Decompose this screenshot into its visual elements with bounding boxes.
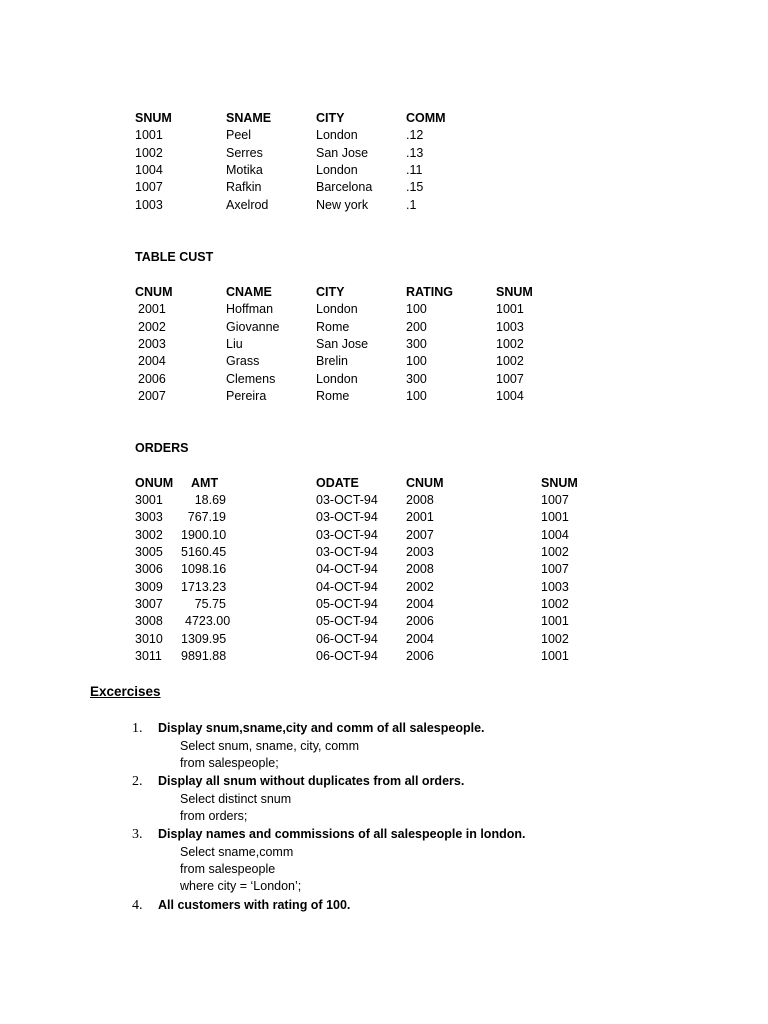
table-row bbox=[0, 179, 768, 196]
table-cell: 1003 bbox=[496, 320, 524, 334]
table-cell: 03-OCT-94 bbox=[316, 510, 378, 524]
table-cell: 2006 bbox=[406, 614, 434, 628]
table-cell: 3006 bbox=[135, 562, 163, 576]
table-cell: 2007 bbox=[406, 528, 434, 542]
table-cell: 3002 bbox=[135, 528, 163, 542]
exercise-number: 4. bbox=[132, 898, 143, 913]
table-cell: 9891.88 bbox=[181, 649, 227, 663]
table-cell: 100 bbox=[406, 302, 427, 316]
table-cell: 1002 bbox=[135, 146, 163, 160]
table-row bbox=[0, 301, 768, 318]
table-cell: 1004 bbox=[135, 163, 163, 177]
table-row bbox=[0, 127, 768, 144]
table-cell: 1001 bbox=[541, 510, 569, 524]
column-header: SNUM bbox=[496, 285, 533, 299]
orders-table-title: ORDERS bbox=[135, 441, 189, 455]
exercise-number: 3. bbox=[132, 827, 143, 842]
table-row bbox=[0, 509, 768, 526]
table-row bbox=[0, 648, 768, 665]
column-header: CITY bbox=[316, 111, 345, 125]
table-cell: 2004 bbox=[138, 354, 166, 368]
column-header: CNAME bbox=[226, 285, 272, 299]
table-cell: 2001 bbox=[138, 302, 166, 316]
table-cell: San Jose bbox=[316, 146, 369, 160]
table-cell: 2004 bbox=[406, 597, 434, 611]
table-cell: 1002 bbox=[496, 354, 524, 368]
table-cell: 03-OCT-94 bbox=[316, 545, 378, 559]
sql-line: from salespeople; bbox=[180, 756, 279, 770]
table-cell: 2003 bbox=[138, 337, 166, 351]
table-cell: 18.69 bbox=[194, 493, 226, 507]
table-cell: 5160.45 bbox=[181, 545, 227, 559]
table-cell: 3009 bbox=[135, 580, 163, 594]
table-cell: 1001 bbox=[496, 302, 524, 316]
table-row bbox=[0, 596, 768, 613]
table-cell: Rafkin bbox=[226, 180, 262, 194]
table-cell: Grass bbox=[226, 354, 260, 368]
orders-header-row bbox=[0, 475, 768, 492]
table-cell: 1003 bbox=[541, 580, 569, 594]
table-cell: 1007 bbox=[135, 180, 163, 194]
table-cell: 3011 bbox=[135, 649, 162, 663]
table-cell: 1002 bbox=[496, 337, 524, 351]
exercise-item bbox=[132, 826, 732, 894]
table-cell: .12 bbox=[406, 128, 424, 142]
table-cell: 03-OCT-94 bbox=[316, 528, 378, 542]
table-cell: 1007 bbox=[541, 562, 569, 576]
cust-header-row bbox=[0, 284, 768, 301]
table-row bbox=[0, 527, 768, 544]
exercise-title: All customers with rating of 100. bbox=[158, 898, 351, 912]
sql-line: Select distinct snum bbox=[180, 792, 292, 806]
column-header: RATING bbox=[406, 285, 453, 299]
table-cell: 1309.95 bbox=[181, 632, 227, 646]
table-cell: Liu bbox=[226, 337, 243, 351]
table-cell: London bbox=[316, 128, 358, 142]
table-cell: New york bbox=[316, 198, 369, 212]
table-cell: Brelin bbox=[316, 354, 348, 368]
table-cell: 1002 bbox=[541, 545, 569, 559]
table-cell: 2006 bbox=[138, 372, 166, 386]
table-cell: 75.75 bbox=[194, 597, 226, 611]
table-cell: 2008 bbox=[406, 562, 434, 576]
table-cell: 03-OCT-94 bbox=[316, 493, 378, 507]
table-cell: 1004 bbox=[496, 389, 524, 403]
sql-line: Select sname,comm bbox=[180, 845, 294, 859]
table-cell: Clemens bbox=[226, 372, 276, 386]
table-cell: 1007 bbox=[496, 372, 524, 386]
table-cell: 1002 bbox=[541, 597, 569, 611]
table-cell: 1001 bbox=[541, 649, 569, 663]
table-cell: Pereira bbox=[226, 389, 267, 403]
column-header: ONUM bbox=[135, 476, 174, 490]
column-header: SNUM bbox=[541, 476, 578, 490]
table-cell: London bbox=[316, 163, 358, 177]
table-cell: .11 bbox=[406, 163, 423, 177]
table-cell: 2002 bbox=[138, 320, 166, 334]
table-cell: 3003 bbox=[135, 510, 163, 524]
table-row bbox=[0, 631, 768, 648]
table-cell: 1713.23 bbox=[181, 580, 227, 594]
table-cell: .13 bbox=[406, 146, 424, 160]
table-cell: 1098.16 bbox=[181, 562, 227, 576]
sql-line: from salespeople bbox=[180, 862, 276, 876]
exercises-heading: Excercises bbox=[90, 684, 161, 699]
table-cell: San Jose bbox=[316, 337, 369, 351]
table-cell: 3005 bbox=[135, 545, 163, 559]
sql-line: from orders; bbox=[180, 809, 248, 823]
table-cell: 300 bbox=[406, 372, 427, 386]
table-row bbox=[0, 336, 768, 353]
table-cell: 1007 bbox=[541, 493, 569, 507]
table-cell: 3010 bbox=[135, 632, 163, 646]
exercise-number: 1. bbox=[132, 721, 143, 736]
table-cell: 06-OCT-94 bbox=[316, 632, 378, 646]
table-row bbox=[0, 162, 768, 179]
table-cell: .15 bbox=[406, 180, 424, 194]
exercise-item bbox=[132, 773, 732, 824]
table-cell: 04-OCT-94 bbox=[316, 562, 378, 576]
column-header: COMM bbox=[406, 111, 446, 125]
table-cell: 2006 bbox=[406, 649, 434, 663]
table-row bbox=[0, 492, 768, 509]
table-row bbox=[0, 353, 768, 370]
table-cell: 767.19 bbox=[187, 510, 226, 524]
column-header: ODATE bbox=[316, 476, 359, 490]
exercise-title: Display all snum without duplicates from all orders. bbox=[158, 774, 465, 788]
column-header: SNUM bbox=[135, 111, 172, 125]
table-cell: 2008 bbox=[406, 493, 434, 507]
table-cell: London bbox=[316, 372, 358, 386]
table-cell: 100 bbox=[406, 389, 427, 403]
table-row bbox=[0, 579, 768, 596]
table-cell: 1003 bbox=[135, 198, 163, 212]
exercise-title: Display names and commissions of all salespeople in london. bbox=[158, 827, 526, 841]
sql-line: where city = ‘London’; bbox=[180, 879, 302, 893]
exercise-item bbox=[132, 897, 732, 914]
table-cell: 100 bbox=[406, 354, 427, 368]
sql-line: Select snum, sname, city, comm bbox=[180, 739, 359, 753]
table-cell: 05-OCT-94 bbox=[316, 597, 378, 611]
table-row bbox=[0, 388, 768, 405]
column-header: SNAME bbox=[226, 111, 272, 125]
column-header: CITY bbox=[316, 285, 345, 299]
table-cell: 2004 bbox=[406, 632, 434, 646]
table-cell: 300 bbox=[406, 337, 427, 351]
table-row bbox=[0, 319, 768, 336]
table-cell: London bbox=[316, 302, 358, 316]
exercise-number: 2. bbox=[132, 774, 143, 789]
table-cell: 06-OCT-94 bbox=[316, 649, 378, 663]
table-cell: 2003 bbox=[406, 545, 434, 559]
table-row bbox=[0, 197, 768, 214]
table-cell: 2007 bbox=[138, 389, 166, 403]
table-cell: Giovanne bbox=[226, 320, 280, 334]
table-row bbox=[0, 371, 768, 388]
table-row bbox=[0, 544, 768, 561]
table-cell: 1004 bbox=[541, 528, 569, 542]
table-row bbox=[0, 145, 768, 162]
table-cell: 1002 bbox=[541, 632, 569, 646]
table-cell: 1900.10 bbox=[181, 528, 227, 542]
table-cell: .1 bbox=[406, 198, 417, 212]
exercise-title: Display snum,sname,city and comm of all salespeople. bbox=[158, 721, 485, 735]
column-header: CNUM bbox=[406, 476, 444, 490]
table-cell: 3008 bbox=[135, 614, 163, 628]
table-cell: Axelrod bbox=[226, 198, 269, 212]
table-cell: Motika bbox=[226, 163, 263, 177]
exercise-item bbox=[132, 720, 732, 771]
table-cell: 05-OCT-94 bbox=[316, 614, 378, 628]
table-cell: 2001 bbox=[406, 510, 434, 524]
column-header: CNUM bbox=[135, 285, 173, 299]
table-cell: Hoffman bbox=[226, 302, 274, 316]
table-cell: Barcelona bbox=[316, 180, 373, 194]
table-cell: 3001 bbox=[135, 493, 163, 507]
table-cell: Serres bbox=[226, 146, 263, 160]
table-cell: Rome bbox=[316, 320, 350, 334]
table-cell: 4723.00 bbox=[185, 614, 231, 628]
table-row bbox=[0, 613, 768, 630]
table-cell: 1001 bbox=[135, 128, 163, 142]
table-cell: Peel bbox=[226, 128, 252, 142]
column-header: AMT bbox=[191, 476, 219, 490]
table-cell: 1001 bbox=[541, 614, 569, 628]
table-cell: 3007 bbox=[135, 597, 163, 611]
table-row bbox=[0, 561, 768, 578]
table-cell: 04-OCT-94 bbox=[316, 580, 378, 594]
table-cell: 2002 bbox=[406, 580, 434, 594]
table-cell: Rome bbox=[316, 389, 350, 403]
salespeople-header-row bbox=[0, 110, 768, 127]
cust-table-title: TABLE CUST bbox=[135, 250, 214, 264]
table-cell: 200 bbox=[406, 320, 427, 334]
